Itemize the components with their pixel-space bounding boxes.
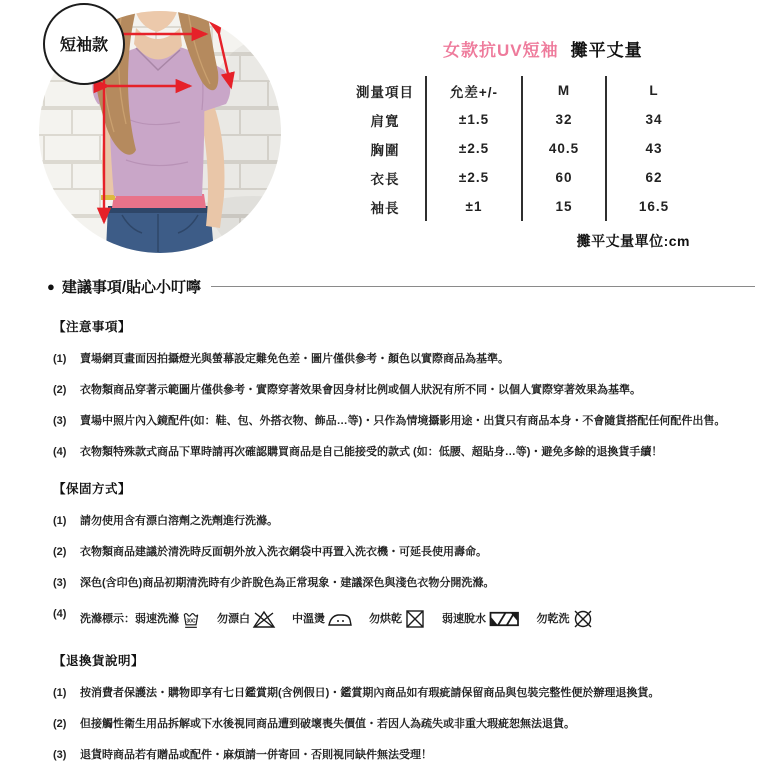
item-number[interactable]: (1)	[53, 515, 67, 527]
size-table-cell[interactable]: 胸圍	[370, 142, 400, 158]
size-table-cell[interactable]: 16.5	[605, 192, 701, 221]
wash-care-item[interactable]	[217, 609, 276, 629]
wash-care-label[interactable]: 勿烘乾	[369, 613, 402, 625]
item-number[interactable]: (2)	[53, 384, 67, 396]
size-table-cell[interactable]: 袖長	[370, 200, 400, 216]
advice-item[interactable]	[53, 414, 759, 428]
size-table-header[interactable]: 允差+/-	[425, 76, 521, 105]
product-photo-illustration	[30, 0, 320, 270]
wash-care-label[interactable]: 勿漂白	[217, 613, 250, 625]
item-number[interactable]: (3)	[53, 415, 67, 427]
advice-sections	[47, 317, 759, 762]
item-number[interactable]: (3)	[53, 577, 67, 589]
section-title[interactable]: 【保固方式】	[53, 482, 132, 496]
size-table-cell[interactable]: 32	[521, 105, 605, 134]
size-table-cell[interactable]: 43	[605, 134, 701, 163]
advice-item[interactable]	[53, 383, 759, 397]
wash-care-label[interactable]: 弱速脫水	[442, 613, 486, 625]
wash-row-prefix[interactable]: 洗滌標示：	[80, 613, 135, 625]
wash-care-label[interactable]: 勿乾洗	[536, 613, 570, 625]
item-text[interactable]: 深色(含印色)商品初期清洗時有少許脫色為正常現象・建議深色與淺色衣物分開洗滌。	[80, 577, 495, 589]
item-number[interactable]: (4)	[53, 608, 67, 620]
item-text[interactable]: 賣場中照片內入鏡配件(如：鞋、包、外搭衣物、飾品…等)・只作為情境攝影用途・出貨只有商品本身・不會隨貨搭配任何配件出售。	[80, 415, 726, 427]
svg-text:30C: 30C	[186, 618, 196, 625]
wash-care-item[interactable]	[369, 609, 426, 629]
advice-item[interactable]	[53, 445, 759, 459]
wash-30-icon[interactable]	[181, 609, 201, 629]
size-table-cell[interactable]: ±1.5	[425, 105, 521, 134]
wash-care-label[interactable]: 弱速洗滌	[135, 613, 179, 625]
size-table-cell[interactable]: 40.5	[521, 134, 605, 163]
advice-item[interactable]	[53, 514, 759, 528]
item-text[interactable]: 按消費者保護法・購物即享有七日鑑賞期(含例假日)・鑑賞期內商品如有瑕疵請保留商品與包裝完整性便於辦理退換貨。	[80, 687, 660, 699]
advice-item[interactable]	[53, 748, 759, 762]
advice-item[interactable]	[53, 576, 759, 590]
wash-care-label[interactable]: 中溫燙	[292, 613, 325, 625]
no-tumble-dry-icon[interactable]	[404, 609, 426, 629]
item-number[interactable]: (2)	[53, 546, 67, 558]
no-bleach-icon[interactable]	[252, 609, 276, 629]
no-dry-clean-icon[interactable]	[572, 609, 594, 629]
wash-care-item[interactable]	[292, 609, 353, 629]
size-table-cell[interactable]: 62	[605, 163, 701, 192]
product-photo	[30, 0, 320, 270]
item-number[interactable]: (1)	[53, 353, 67, 365]
size-table-header[interactable]: 測量項目	[356, 84, 414, 100]
advice-item[interactable]	[53, 686, 759, 700]
size-table-cell[interactable]: 60	[521, 163, 605, 192]
item-text[interactable]: 衣物類特殊款式商品下單時請再次確認購買商品是自己能接受的款式 (如：低腰、超貼身…等)・避免多餘的退換貨手續！	[80, 446, 663, 458]
size-table	[345, 76, 701, 221]
advice-item[interactable]	[53, 607, 759, 631]
size-table-cell[interactable]: 34	[605, 105, 701, 134]
iron-medium-icon[interactable]	[327, 609, 353, 629]
wash-care-item[interactable]	[442, 609, 521, 629]
jeans	[106, 206, 214, 257]
item-text[interactable]: 但接觸性衛生用品拆解或下水後視同商品遭到破壞喪失價值・若因人為疏失或非重大瑕疵恕無法退貨。	[80, 718, 575, 730]
size-table-header[interactable]: M	[521, 76, 605, 105]
advice-item[interactable]	[53, 545, 759, 559]
size-table-cell[interactable]: 15	[521, 192, 605, 221]
advice-block	[47, 276, 759, 762]
wash-care-item[interactable]	[135, 609, 201, 629]
section-title[interactable]: 【退換貨說明】	[53, 654, 145, 668]
wash-care-item[interactable]	[537, 609, 594, 629]
size-table-cell[interactable]: ±2.5	[425, 163, 521, 192]
style-badge	[44, 4, 124, 84]
item-text[interactable]: 衣物類商品建議於清洗時反面朝外放入洗衣網袋中再置入洗衣機・可延長使用壽命。	[80, 546, 487, 558]
section-title[interactable]: 【注意事項】	[53, 320, 132, 334]
item-number[interactable]: (2)	[53, 718, 67, 730]
measure-method: 攤平丈量	[570, 41, 643, 60]
size-table-cell[interactable]: 衣長	[370, 171, 400, 187]
advice-item[interactable]	[53, 717, 759, 731]
item-text[interactable]: 衣物類商品穿著示範圖片僅供參考・實際穿著效果會因身材比例或個人狀況有所不同・以個人實際穿著效果為基準。	[80, 384, 641, 396]
size-table-cell[interactable]: ±2.5	[425, 134, 521, 163]
size-chart-title	[443, 36, 643, 61]
advice-heading-label: 建議事項/貼心小叮嚀	[61, 279, 202, 296]
item-text[interactable]: 請勿使用含有漂白溶劑之洗劑進行洗滌。	[80, 515, 278, 527]
product-name: 女款抗UV短袖	[443, 41, 559, 60]
wash-label-row[interactable]	[80, 607, 610, 631]
heading-divider	[211, 286, 755, 287]
bullet-icon: ●	[47, 279, 55, 294]
advice-item[interactable]	[53, 352, 759, 366]
gentle-spin-icon[interactable]	[488, 609, 521, 629]
size-table-header[interactable]: L	[605, 76, 701, 105]
size-table-cell[interactable]: 肩寬	[370, 113, 400, 129]
item-number[interactable]: (3)	[53, 749, 67, 761]
item-number[interactable]: (1)	[53, 687, 67, 699]
unit-note: 攤平丈量單位:cm	[576, 233, 690, 249]
item-text[interactable]: 退貨時商品若有贈品或配件・麻煩請一併寄回・否則視同缺件無法受理！	[80, 749, 432, 761]
item-text[interactable]: 賣場網頁畫面因拍攝燈光與螢幕設定難免色差・圖片僅供參考・顏色以實際商品為基準。	[80, 353, 509, 365]
item-number[interactable]: (4)	[53, 446, 67, 458]
style-badge-label: 短袖款	[59, 37, 109, 54]
size-table-cell[interactable]: ±1	[425, 192, 521, 221]
pink-underlayer	[112, 194, 206, 208]
advice-heading	[47, 276, 759, 297]
